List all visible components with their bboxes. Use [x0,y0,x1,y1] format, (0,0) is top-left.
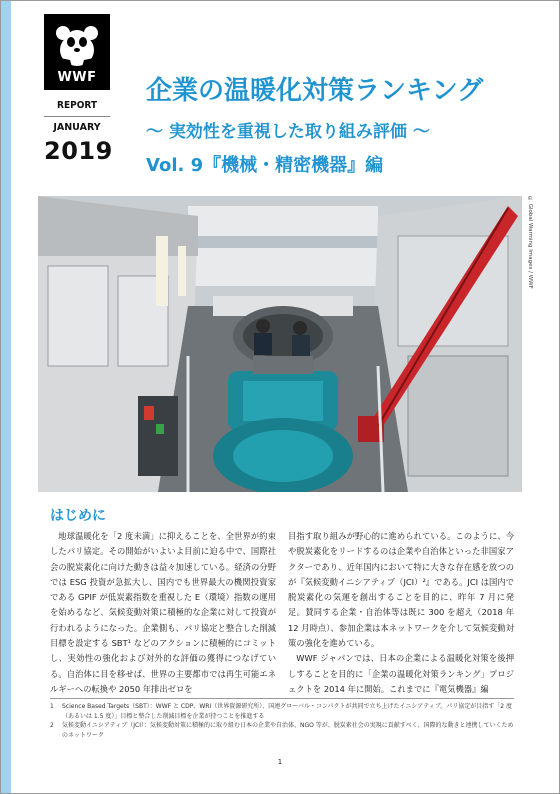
photo-credit: © Global Warming Images / WWF [527,196,533,289]
body-paragraph: WWF ジャパンでは、日本の企業による温暖化対策を後押しすることを目的に「企業の温暖化対策ランキング」プロジェクトを 2014 年に開始。これまでに『電気機器』編 [288,653,514,694]
year-label: 2019 [44,137,113,165]
panda-icon [52,20,102,70]
body-column-right [288,529,514,697]
footnote [50,721,514,740]
section-heading: はじめに [50,508,106,524]
logo-text: WWF [57,70,97,85]
cover-photo [38,196,522,492]
month-label: JANUARY [53,122,101,133]
footnote [50,702,514,721]
wwf-logo [44,14,110,90]
footnote-number: 1 [50,703,54,710]
footnote-number: 2 [50,722,54,729]
report-divider [44,116,110,117]
page-number: 1 [277,758,283,766]
volume-label: Vol. 9『機械・精密機器』編 [146,155,384,176]
report-subtitle: 〜 実効性を重視した取り組み評価 〜 [146,122,430,142]
report-title: 企業の温暖化対策ランキング [146,76,484,106]
footnote-text: Science Based Targets（SBT）：WWF と CDP、WRI（世界資源研究所）、国連グローバル・コンパクトが共同で立ち上げたイニシアティブ。パリ協定が目指す「2 度（あるいは 1.5 度）」目標と整合した削減目標を企業が持つことを推進する [62,703,513,720]
footnote-divider [50,698,514,699]
report-label: REPORT [57,100,97,111]
body-paragraph: 地球温暖化を「2 度未満」に抑えることを、全世界が約束したパリ協定。その開始がいよいよ目前に迫る中で、国際社会の脱炭素化に向けた動きは益々加速している。経済の分野では ESG 投資が急拡大し、国内でも世界最大の機関投資家である GPIF が低炭素指数を重視した E（環境）指数の運用を始めるなど、気候変動対策に積極的な企業に対して投資が行われるようになった。企業側も、パリ協定と整合した削減目標を設定する SBT¹ などのアクションに積極的にコミットし、実効性の強化および対外的な評価の獲得につなげている。自治体に目を移せば、世界の主要都市では再生可能エネルギーへの転換や 2050 年排出ゼロを [50,531,276,694]
footnote-text: 気候変動イニシアティブ（JCI）：気候変動対策に積極的に取り組む日本の企業や自治体、NGO 等が、脱炭素社会の実現に貢献すべく、国際的な動きと連携していくためのネットワーク [62,722,514,739]
side-accent-strip [1,1,11,793]
body-paragraph-continued: 目指す取り組みが野心的に進められている。このように、今や脱炭素化をリードするのは企業や自治体といった非国家アクターであり、近年国内において特に大きな存在感を放つのが『気候変動イニシアティブ（JCI）²』である。JCI は国内で脱炭素化の気運を創出することを目的に、昨年 7 月に発足。賛同する企業・自治体等は既に 300 を超え（2018 年 12 月時点）、参加企業は本ネットワークを介して気候変動対策の強化を進めている。 [288,531,514,649]
body-column-left [50,529,276,697]
footnotes [50,702,514,740]
